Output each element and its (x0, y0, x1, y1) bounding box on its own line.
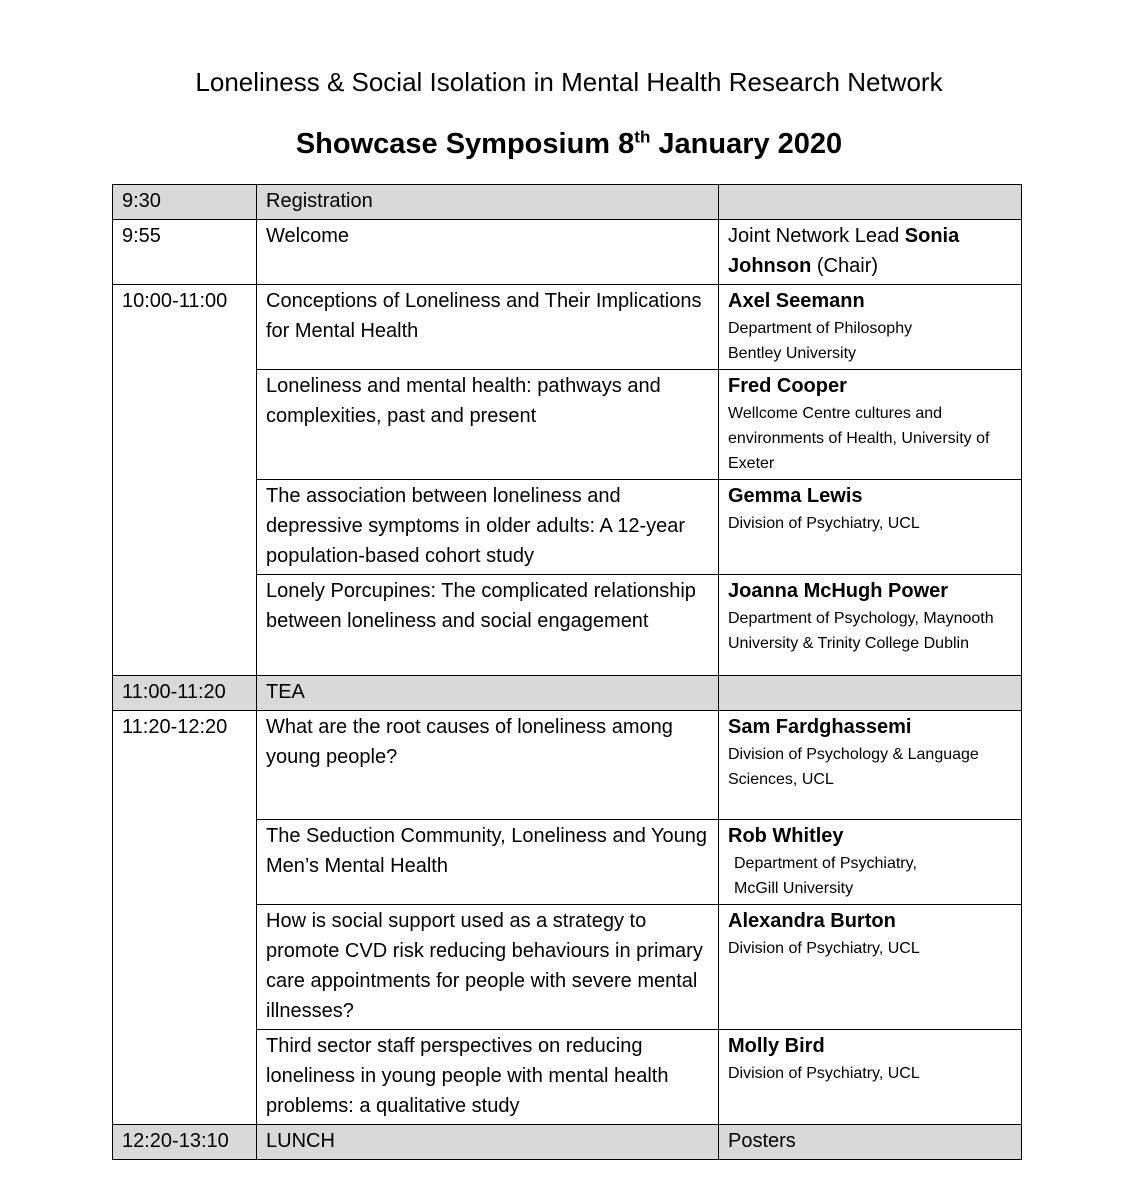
speaker-name: Sonia Johnson (728, 225, 960, 277)
speaker-cell (719, 285, 1022, 370)
speaker-cell (719, 905, 1022, 1030)
speaker-cell (719, 370, 1022, 480)
speaker-name: Fred Cooper (728, 375, 847, 397)
title-cell: LUNCH (257, 1125, 719, 1160)
speaker-cell (719, 1030, 1022, 1125)
title-cell: What are the root causes of loneliness among young people? (257, 711, 719, 820)
speaker-name: Alexandra Burton (728, 910, 896, 932)
table-row-registration (113, 185, 1022, 220)
table-row-lunch (113, 1125, 1022, 1160)
network-title: Loneliness & Social Isolation in Mental Health Research Network (195, 67, 943, 97)
speaker-affiliation: Division of Psychology & Language Sciences, UCL (728, 746, 979, 788)
speaker-name: Joanna McHugh Power (728, 580, 949, 602)
title-cell: Conceptions of Loneliness and Their Implications for Mental Health (257, 285, 719, 370)
speaker-name: Rob Whitley (728, 825, 844, 847)
table-row-welcome (113, 220, 1022, 285)
speaker-cell (719, 676, 1022, 711)
time-cell: 11:20-12:20 (113, 711, 257, 1125)
speaker-name: Molly Bird (728, 1035, 825, 1057)
title-cell: Lonely Porcupines: The complicated relationship between loneliness and social engagement (257, 575, 719, 676)
speaker-name: Gemma Lewis (728, 485, 863, 507)
speaker-cell (719, 480, 1022, 575)
speaker-cell (719, 711, 1022, 820)
title-cell: Loneliness and mental health: pathways and complexities, past and present (257, 370, 719, 480)
speaker-cell (719, 820, 1022, 905)
speaker-affiliation: Division of Psychiatry, UCL (728, 1065, 920, 1082)
speaker-affiliation: Wellcome Centre cultures and environments of Health, University of Exeter (728, 405, 990, 472)
table-row (113, 711, 1022, 820)
speaker-name: Axel Seemann (728, 290, 865, 312)
speaker-cell (719, 575, 1022, 676)
speaker-prefix: Joint Network Lead (728, 225, 905, 247)
time-cell: 9:30 (113, 185, 257, 220)
symposium-title-ordinal: th (634, 127, 651, 147)
title-cell: Third sector staff perspectives on reducing loneliness in young people with mental health problems: a qualitative study (257, 1030, 719, 1125)
speaker-cell (719, 185, 1022, 220)
time-cell: 10:00-11:00 (113, 285, 257, 676)
speaker-affiliation: Division of Psychiatry, UCL (728, 940, 920, 957)
title-cell: How is social support used as a strategy to promote CVD risk reducing behaviours in primary care appointments for people with severe mental illnesses? (257, 905, 719, 1030)
speaker-affiliation: Department of Psychology, Maynooth University & Trinity College Dublin (728, 610, 994, 652)
title-cell: The association between loneliness and depressive symptoms in older adults: A 12-year population-based cohort study (257, 480, 719, 575)
title-cell: TEA (257, 676, 719, 711)
title-cell: The Seduction Community, Loneliness and Young Men’s Mental Health (257, 820, 719, 905)
speaker-affiliation: Department of Psychiatry, McGill University (734, 855, 917, 897)
speaker-role: (Chair) (811, 255, 879, 277)
time-cell: 11:00-11:20 (113, 676, 257, 711)
title-cell: Registration (257, 185, 719, 220)
speaker-cell (719, 220, 1022, 285)
speaker-affiliation: Department of Philosophy Bentley University (728, 320, 913, 362)
time-cell: 12:20-13:10 (113, 1125, 257, 1160)
speaker-affiliation: Division of Psychiatry, UCL (728, 515, 920, 532)
table-row (113, 285, 1022, 370)
speaker-name: Sam Fardghassemi (728, 716, 912, 738)
symposium-title (0, 122, 1138, 166)
time-cell: 9:55 (113, 220, 257, 285)
schedule-table (112, 184, 1022, 1160)
symposium-title-main: Showcase Symposium 8 (295, 128, 635, 160)
title-cell: Welcome (257, 220, 719, 285)
table-row-tea (113, 676, 1022, 711)
symposium-title-date: January 2020 (650, 128, 843, 160)
speaker-cell: Posters (719, 1125, 1022, 1160)
